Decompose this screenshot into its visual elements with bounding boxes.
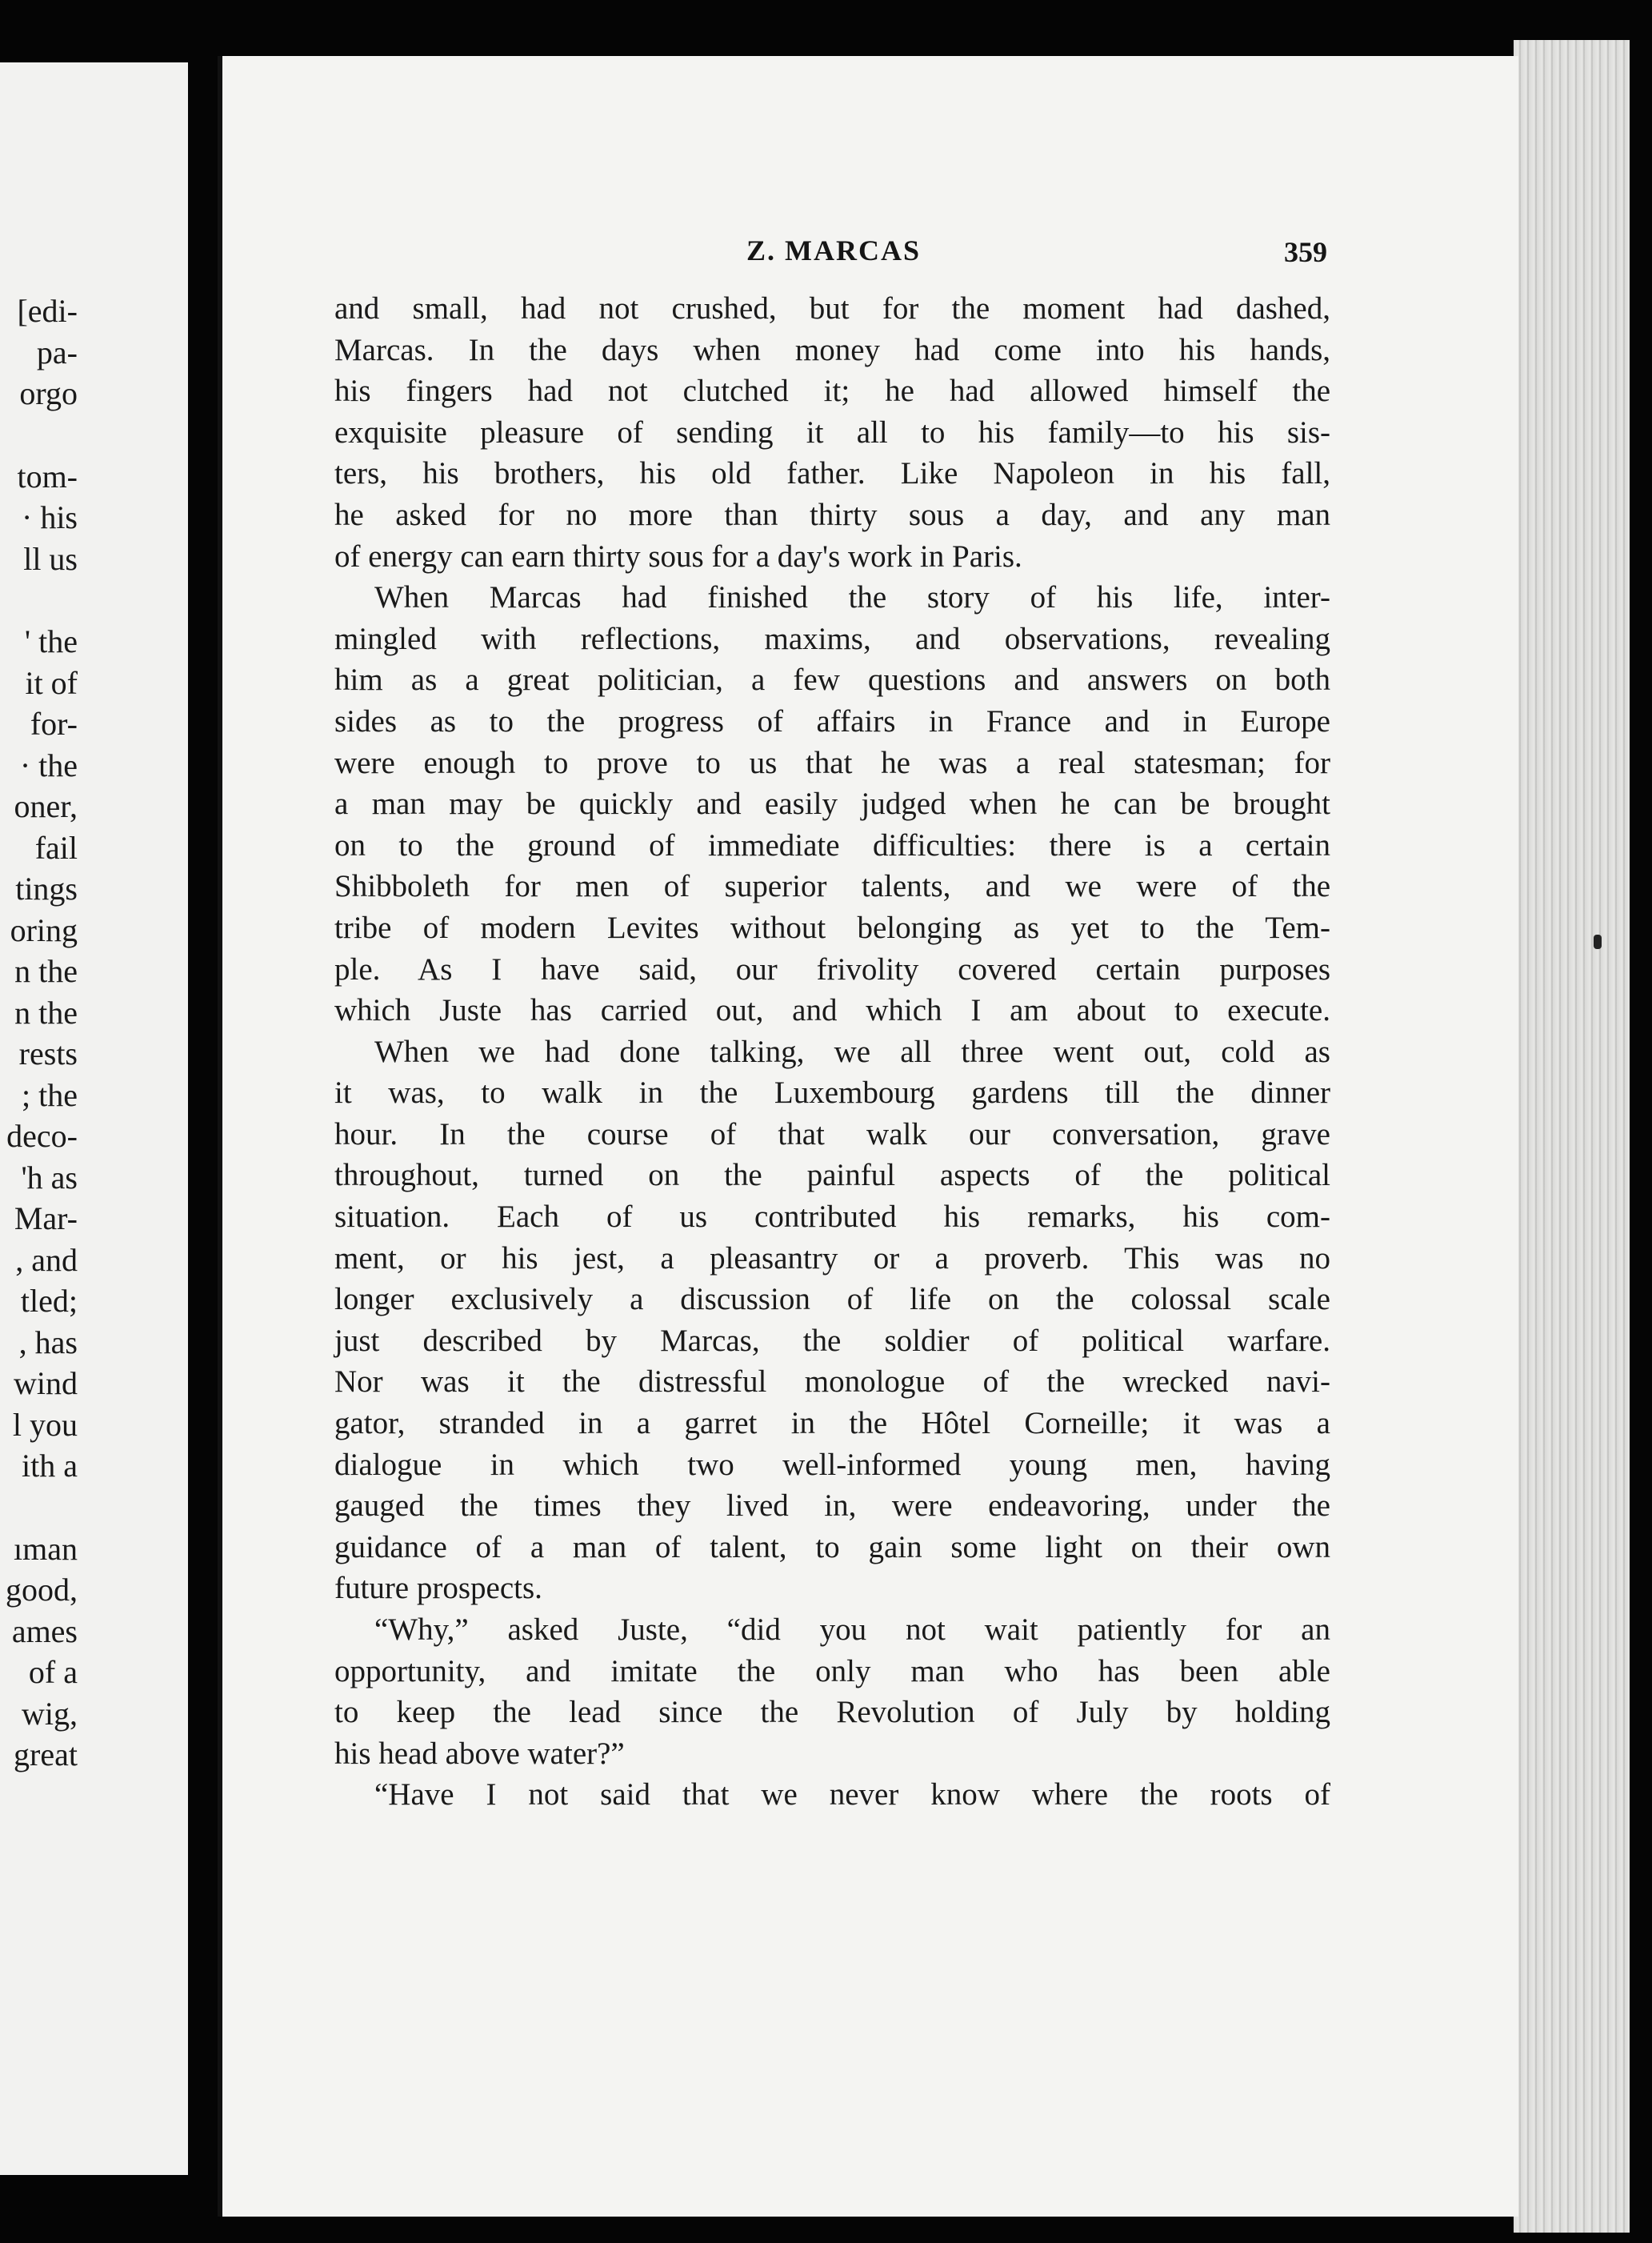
text-line: future prospects. (334, 1571, 542, 1606)
left-fragment: rests (18, 1035, 78, 1071)
text-line: a man may be quickly and easily judged when he can be brought (334, 787, 1330, 822)
left-fragment: , has (18, 1324, 78, 1360)
left-fragment: ames (11, 1612, 78, 1649)
left-fragment: Mar- (14, 1200, 78, 1236)
text-line: Marcas. In the days when money had come into his hands, (334, 332, 1330, 367)
text-line: to keep the lead since the Revolution of July by holding (334, 1695, 1330, 1730)
text-line: him as a great politician, a few questions and answers on both (334, 663, 1330, 698)
text-line: hour. In the course of that walk our conversation, grave (334, 1116, 1330, 1152)
text-line: longer exclusively a discussion of life on the colossal scale (334, 1282, 1330, 1317)
left-fragment: oner, (14, 788, 78, 824)
left-fragment: ll us (23, 540, 78, 577)
text-line: ment, or his jest, a pleasantry or a proverb. This was no (334, 1240, 1330, 1276)
left-fragment: [edi- (17, 293, 78, 329)
left-fragment: for- (30, 706, 78, 742)
left-fragment: good, (6, 1572, 78, 1608)
text-line: When Marcas had finished the story of his life, inter- (374, 580, 1330, 615)
text-line: of energy can earn thirty sous for a day's work in Paris. (334, 539, 1022, 574)
left-fragment: ıman (14, 1530, 78, 1567)
page-header (222, 234, 1518, 282)
text-line: When we had done talking, we all three went out, cold as (374, 1034, 1330, 1069)
text-line: gauged the times they lived in, were endeavoring, under the (334, 1488, 1330, 1524)
left-fragment: n the (14, 953, 78, 989)
text-line: ters, his brothers, his old father. Like Napoleon in his fall, (334, 456, 1330, 491)
left-fragment: it of (25, 664, 78, 701)
left-fragment: ; the (22, 1076, 78, 1113)
text-line: and small, had not crushed, but for the moment had dashed, (334, 291, 1330, 326)
text-line: “Have I not said that we never know where the roots of (374, 1777, 1330, 1812)
text-line: opportunity, and imitate the only man who has been able (334, 1653, 1330, 1688)
left-fragment: fail (34, 829, 78, 866)
text-line: on to the ground of immediate difficulties: there is a certain (334, 827, 1330, 863)
text-line: exquisite pleasure of sending it all to his family—to his sis- (334, 415, 1330, 450)
left-fragment: · the (19, 747, 78, 783)
left-fragment: ' the (24, 623, 78, 659)
text-line: tribe of modern Levites without belonging as yet to the Tem- (334, 910, 1330, 945)
left-fragment: pa- (36, 334, 78, 370)
left-fragment: of a (28, 1654, 78, 1690)
left-fragment: wind (14, 1365, 78, 1401)
left-fragment: ith a (22, 1448, 78, 1484)
left-fragment: orgo (19, 375, 78, 411)
left-fragment: l you (12, 1406, 78, 1443)
left-fragment: · his (22, 499, 78, 535)
text-line: Shibboleth for men of superior talents, and we were of the (334, 869, 1330, 904)
text-line: it was, to walk in the Luxembourg gardens till the dinner (334, 1075, 1330, 1111)
left-fragment: tled; (20, 1283, 78, 1319)
text-line: throughout, turned on the painful aspects of the political (334, 1158, 1330, 1193)
text-line: guidance of a man of talent, to gain some light on their own (334, 1529, 1330, 1564)
text-line: his fingers had not clutched it; he had allowed himself the (334, 374, 1330, 409)
left-fragment: , and (15, 1241, 78, 1278)
text-line: “Why,” asked Juste, “did you not wait patiently for an (374, 1612, 1330, 1647)
previous-page-text-fragments (6, 290, 78, 1776)
left-fragment: 'h as (21, 1159, 78, 1196)
left-fragment: wig, (22, 1695, 78, 1732)
text-line: mingled with reflections, maxims, and observations, revealing (334, 621, 1330, 656)
body-text (334, 288, 1330, 1816)
current-page (218, 56, 1518, 2217)
text-line: ple. As I have said, our frivolity covered certain purposes (334, 951, 1330, 987)
left-fragment: tom- (17, 458, 78, 495)
previous-page (0, 62, 188, 2175)
text-line: gator, stranded in a garret in the Hôtel Corneille; it was a (334, 1406, 1330, 1441)
page-number: 359 (1284, 236, 1327, 268)
text-line: were enough to prove to us that he was a real statesman; for (334, 745, 1330, 780)
text-line: situation. Each of us contributed his remarks, his com- (334, 1200, 1330, 1235)
running-title: Z. MARCAS (746, 234, 922, 266)
left-fragment: oring (10, 911, 78, 948)
text-line: sides as to the progress of affairs in France and in Europe (334, 703, 1330, 739)
text-line: which Juste has carried out, and which I am about to execute. (334, 993, 1330, 1028)
text-line: just described by Marcas, the soldier of political warfare. (334, 1323, 1330, 1358)
text-line: Nor was it the distressful monologue of the wrecked navi- (334, 1364, 1330, 1400)
page-edges (1514, 40, 1630, 2233)
left-fragment: n the (14, 994, 78, 1031)
left-fragment: great (14, 1736, 78, 1772)
text-line: he asked for no more than thirty sous a day, and any man (334, 497, 1330, 532)
edge-mark (1594, 935, 1602, 949)
text-line: his head above water?” (334, 1736, 625, 1771)
left-fragment: deco- (6, 1118, 78, 1154)
left-fragment: tings (15, 871, 78, 907)
text-line: dialogue in which two well-informed young men, having (334, 1447, 1330, 1482)
